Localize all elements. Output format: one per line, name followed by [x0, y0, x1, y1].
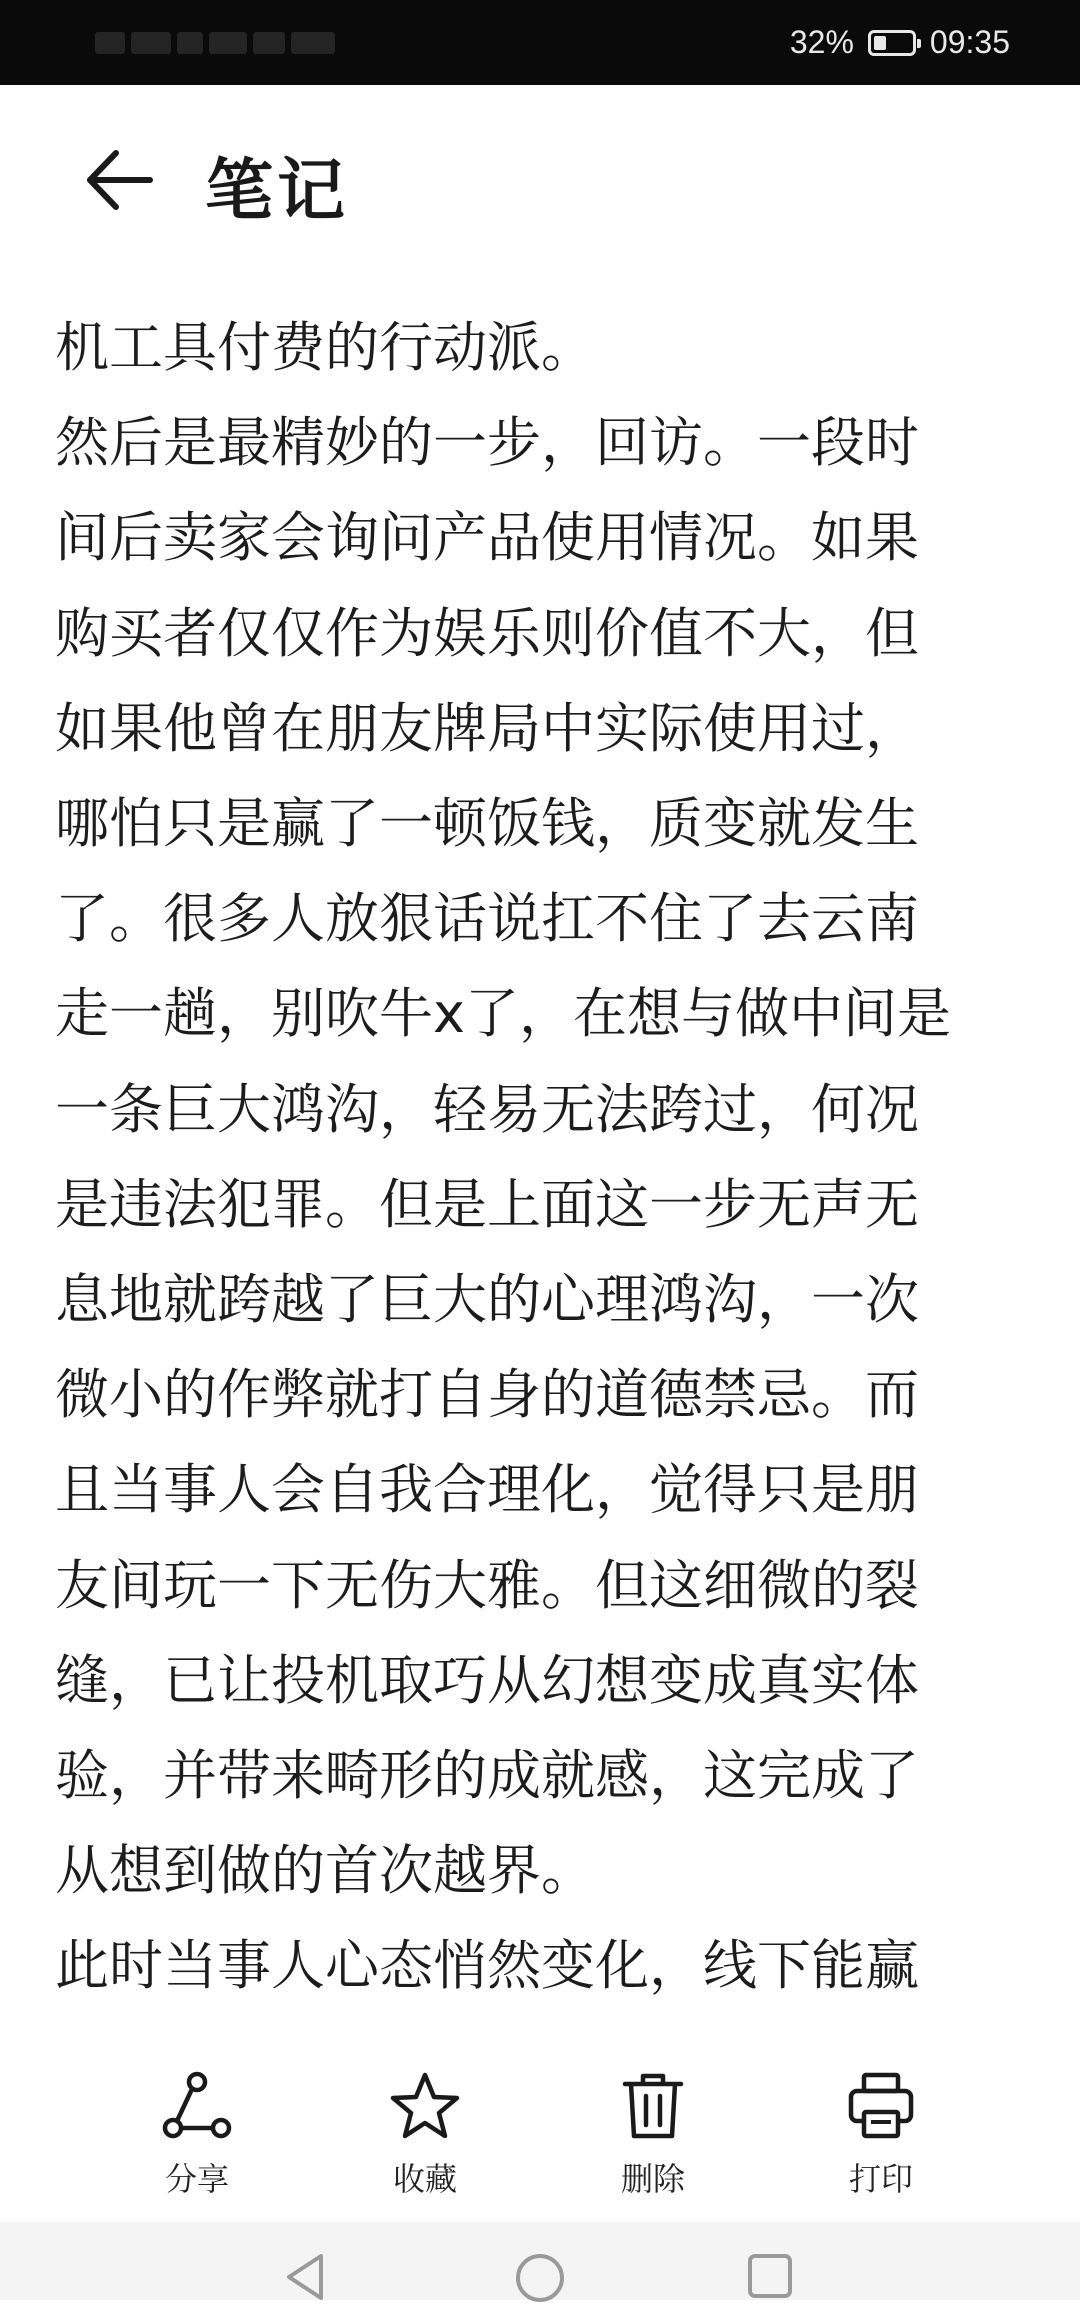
battery-icon [868, 30, 916, 56]
battery-level-fill [874, 36, 886, 50]
note-line: 息地就跨越了巨大的心理鸿沟，一次 [55, 1268, 919, 1332]
delete-label: 删除 [620, 2160, 685, 2198]
note-line: 如果他曾在朋友牌局中实际使用过， [55, 696, 919, 760]
delete-button[interactable] [573, 2070, 733, 2210]
star-icon [389, 2070, 461, 2142]
note-line: 购买者仅仅作为娱乐则价值不大，但 [55, 601, 919, 665]
note-line: 走一趟，别吹牛x了，在想与做中间是 [55, 982, 951, 1046]
trash-icon [617, 2070, 689, 2142]
nav-back-button[interactable] [283, 2252, 327, 2306]
note-line: 哪怕只是赢了一顿饭钱，质变就发生 [55, 792, 919, 856]
app-header [0, 85, 1080, 285]
printer-icon [845, 2070, 917, 2142]
share-button[interactable] [117, 2070, 277, 2210]
print-label: 打印 [848, 2160, 913, 2198]
note-line: 缝，已让投机取巧从幻想变成真实体 [55, 1648, 919, 1712]
note-line: 是违法犯罪。但是上面这一步无声无 [55, 1172, 919, 1236]
note-line: 间后卖家会询问产品使用情况。如果 [55, 506, 919, 570]
note-line: 验，并带来畸形的成就感，这完成了 [55, 1744, 919, 1808]
clock-time: 09:35 [929, 24, 1010, 60]
note-line: 友间玩一下无伤大雅。但这细微的裂 [55, 1553, 919, 1617]
battery-percent: 32% [789, 24, 854, 60]
note-line: 机工具付费的行动派。 [55, 316, 595, 379]
note-content[interactable] [55, 300, 1035, 2000]
favorite-button[interactable] [345, 2070, 505, 2210]
note-line: 然后是最精妙的一步，回访。一段时 [55, 411, 919, 475]
note-line: 微小的作弊就打自身的道德禁忌。而 [55, 1363, 919, 1427]
note-line: 从想到做的首次越界。 [55, 1839, 595, 1903]
bottom-toolbar [0, 2030, 1080, 2220]
share-label: 分享 [164, 2160, 229, 2198]
note-line: 一条巨大鸿沟，轻易无法跨过，何况 [55, 1077, 919, 1141]
status-bar [0, 0, 1080, 85]
nav-recents-square-icon [746, 2252, 794, 2300]
nav-recents-button[interactable] [746, 2252, 794, 2304]
system-nav-bar [0, 2222, 1080, 2300]
nav-home-circle-icon [514, 2252, 566, 2304]
favorite-label: 收藏 [392, 2160, 457, 2198]
note-line: 此时当事人心态悄然变化，线下能赢 [55, 1934, 919, 1998]
print-button[interactable] [801, 2070, 961, 2210]
arrow-left-icon [78, 135, 168, 225]
page-title: 笔记 [205, 152, 350, 231]
share-icon [161, 2070, 233, 2142]
note-line: 了。很多人放狠话说扛不住了去云南 [55, 887, 919, 951]
back-button[interactable] [78, 135, 168, 225]
note-line: 且当事人会自我合理化，觉得只是朋 [55, 1458, 919, 1522]
status-right-group [790, 0, 1010, 85]
status-notification-icons [95, 28, 375, 58]
nav-back-triangle-icon [283, 2252, 327, 2302]
